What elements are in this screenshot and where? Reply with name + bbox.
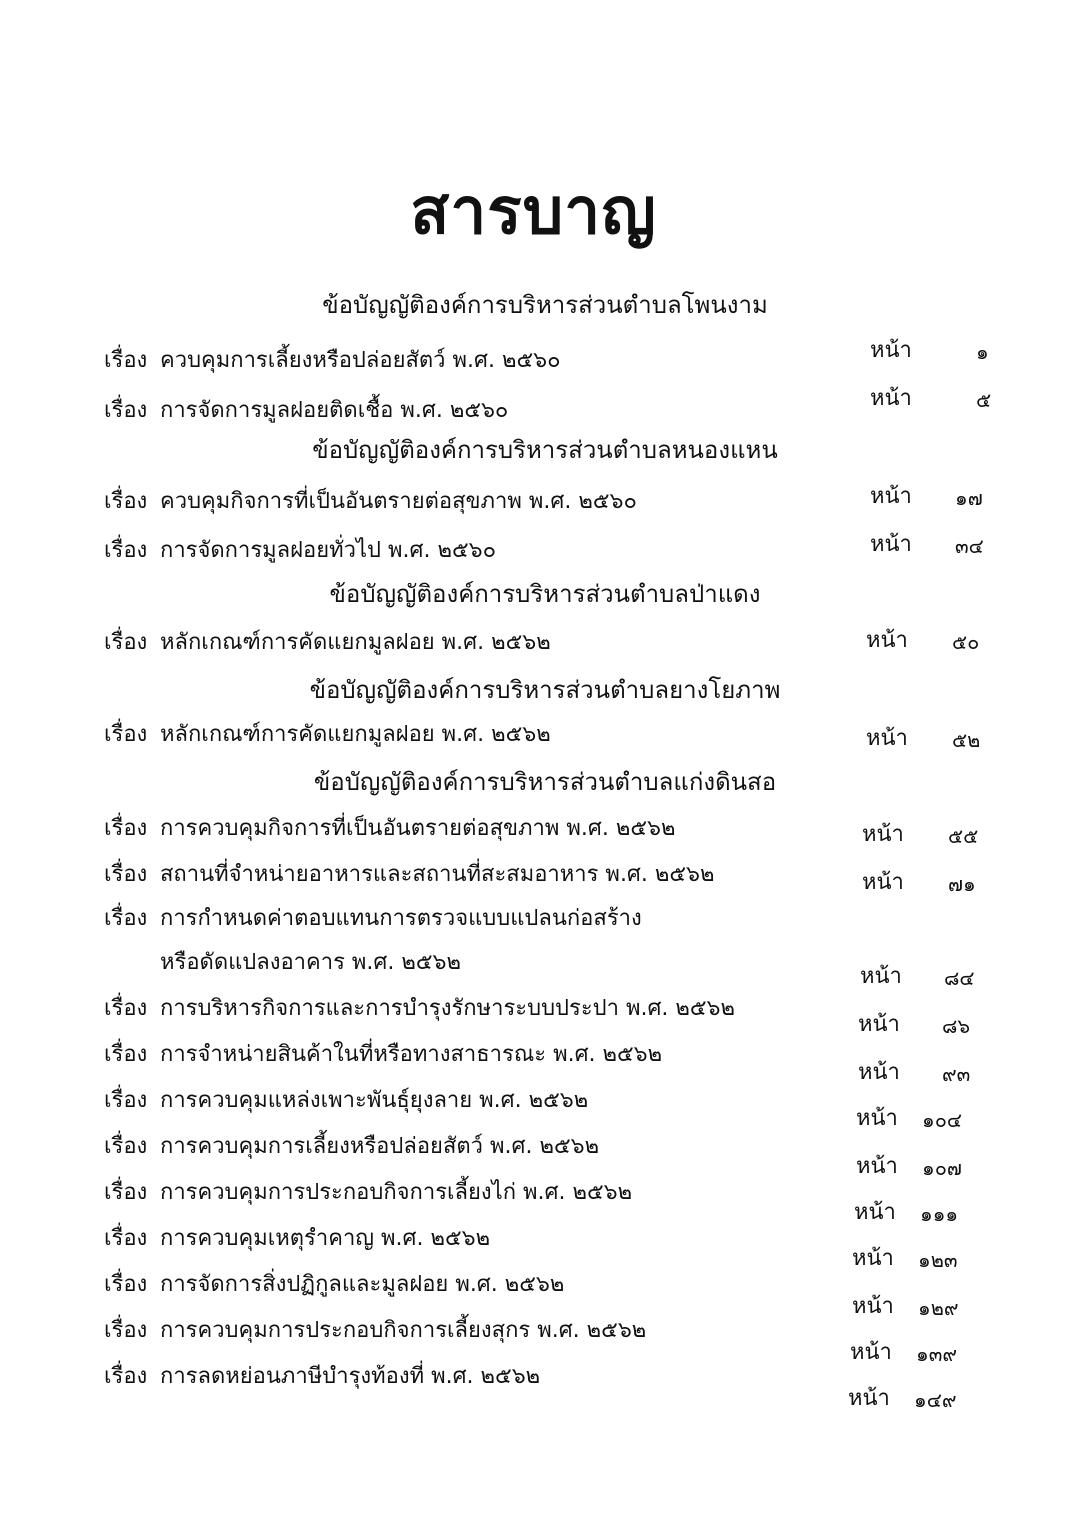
section-heading: ข้อบัญญัติองค์การบริหารส่วนตำบลแก่งดินสอ: [313, 768, 777, 796]
toc-entry: [104, 532, 496, 567]
page-number: ๑: [976, 340, 989, 364]
toc-entry: [104, 1312, 646, 1347]
toc-entry: [104, 856, 715, 891]
entry-title: การควบคุมการประกอบกิจการเลี้ยงสุกร พ.ศ. ๒๕๖๒: [160, 1318, 647, 1343]
entry-title: หลักเกณฑ์การคัดแยกมูลฝอย พ.ศ. ๒๕๖๒: [160, 722, 551, 747]
page-label: หน้า: [852, 1294, 894, 1319]
entry-keyword: เรื่อง: [104, 1318, 148, 1343]
page-label: หน้า: [866, 726, 908, 751]
section-heading: ข้อบัญญัติองค์การบริหารส่วนตำบลหนองแหน: [312, 436, 778, 464]
page-number: ๕๕: [948, 824, 979, 848]
toc-entry: [104, 1082, 588, 1117]
page-number: ๘๖: [942, 1014, 971, 1038]
entry-title: การจำหน่ายสินค้าในที่หรือทางสาธารณะ พ.ศ. ๒๕๖๒: [160, 1042, 663, 1067]
page-label: หน้า: [870, 338, 912, 363]
page-number: ๕: [976, 388, 992, 412]
page-label: หน้า: [856, 1106, 898, 1131]
toc-entry: [104, 810, 675, 845]
entry-keyword: เรื่อง: [104, 1042, 148, 1067]
entry-title: หลักเกณฑ์การคัดแยกมูลฝอย พ.ศ. ๒๕๖๒: [160, 630, 551, 655]
entry-title-continued: หรือดัดแปลงอาคาร พ.ศ. ๒๕๖๒: [160, 950, 461, 975]
toc-entry: [104, 1128, 599, 1163]
entry-title: การควบคุมกิจการที่เป็นอันตรายต่อสุขภาพ พ.ศ. ๒๕๖๒: [160, 816, 676, 841]
entry-title: การจัดการสิ่งปฏิกูลและมูลฝอย พ.ศ. ๒๕๖๒: [160, 1272, 565, 1297]
entry-title: การจัดการมูลฝอยติดเชื้อ พ.ศ. ๒๕๖๐: [160, 398, 509, 423]
page-number: ๑๐๔: [922, 1108, 963, 1132]
page-number: ๗๑: [948, 872, 976, 896]
entry-title: การกำหนดค่าตอบแทนการตรวจแบบแปลนก่อสร้าง: [160, 906, 642, 931]
page-label: หน้า: [858, 1060, 900, 1085]
entry-title: การควบคุมการเลี้ยงหรือปล่อยสัตว์ พ.ศ. ๒๕๖๒: [160, 1134, 600, 1159]
entry-keyword: เรื่อง: [104, 1134, 148, 1159]
page-number: ๕๒: [952, 728, 981, 752]
toc-entry: [104, 1174, 632, 1209]
toc-entry: [104, 1220, 490, 1255]
page-number: ๑๒๙: [918, 1296, 959, 1320]
entry-keyword: เรื่อง: [104, 816, 148, 841]
toc-entry: [104, 716, 551, 751]
page-number: ๑๐๗: [922, 1156, 962, 1180]
toc-entry: [104, 624, 551, 659]
entry-keyword: เรื่อง: [104, 1226, 148, 1251]
page-label: หน้า: [850, 1340, 892, 1365]
page-label: หน้า: [848, 1386, 890, 1411]
page-label: หน้า: [854, 1200, 896, 1225]
page-number: ๑๗: [955, 486, 983, 510]
entry-title: การลดหย่อนภาษีบำรุงท้องที่ พ.ศ. ๒๕๖๒: [160, 1364, 541, 1389]
page-title: สารบาญ: [410, 174, 657, 249]
entry-keyword: เรื่อง: [104, 722, 148, 747]
toc-entry: [104, 1036, 662, 1071]
toc-entry: [104, 990, 735, 1025]
entry-keyword: เรื่อง: [104, 996, 148, 1021]
entry-keyword: เรื่อง: [104, 489, 148, 514]
page-label: หน้า: [866, 628, 908, 653]
page-label: หน้า: [870, 386, 912, 411]
entry-keyword: เรื่อง: [104, 906, 148, 931]
entry-title: ควบคุมการเลี้ยงหรือปล่อยสัตว์ พ.ศ. ๒๕๖๐: [160, 348, 561, 373]
entry-keyword: เรื่อง: [104, 1272, 148, 1297]
page-number: ๑๒๓: [918, 1248, 958, 1272]
toc-entry: [104, 483, 637, 518]
page-number: ๑๓๙: [916, 1342, 958, 1366]
entry-title: การจัดการมูลฝอยทั่วไป พ.ศ. ๒๕๖๐: [160, 538, 497, 563]
page-label: หน้า: [860, 964, 902, 989]
section-heading: ข้อบัญญัติองค์การบริหารส่วนตำบลป่าแดง: [329, 580, 761, 608]
toc-entry: [104, 900, 642, 935]
page-label: หน้า: [870, 484, 912, 509]
page-label: หน้า: [862, 822, 904, 847]
entry-title: การควบคุมการประกอบกิจการเลี้ยงไก่ พ.ศ. ๒๕๖๒: [160, 1180, 633, 1205]
entry-keyword: เรื่อง: [104, 398, 148, 423]
entry-keyword: เรื่อง: [104, 538, 148, 563]
entry-keyword: เรื่อง: [104, 1364, 148, 1389]
toc-entry: [104, 342, 561, 377]
entry-keyword: เรื่อง: [104, 862, 148, 887]
page-number: ๘๔: [944, 966, 975, 990]
entry-keyword: เรื่อง: [104, 630, 148, 655]
page-number: ๑๑๑: [920, 1202, 959, 1226]
page-number: ๑๔๙: [914, 1388, 957, 1412]
entry-title: ควบคุมกิจการที่เป็นอันตรายต่อสุขภาพ พ.ศ. ๒๕๖๐: [160, 489, 637, 514]
page-number: ๙๓: [942, 1062, 971, 1086]
page-label: หน้า: [870, 532, 912, 557]
page-label: หน้า: [862, 870, 904, 895]
page-label: หน้า: [852, 1246, 894, 1271]
entry-title: การบริหารกิจการและการบำรุงรักษาระบบประปา พ.ศ. ๒๕๖๒: [160, 996, 736, 1021]
entry-keyword: เรื่อง: [104, 1088, 148, 1113]
section-heading: ข้อบัญญัติองค์การบริหารส่วนตำบลโพนงาม: [322, 291, 768, 319]
section-heading: ข้อบัญญัติองค์การบริหารส่วนตำบลยางโยภาพ: [309, 676, 781, 704]
entry-keyword: เรื่อง: [104, 348, 148, 373]
entry-title: การควบคุมเหตุรำคาญ พ.ศ. ๒๕๖๒: [160, 1226, 491, 1251]
entry-title: การควบคุมแหล่งเพาะพันธุ์ยุงลาย พ.ศ. ๒๕๖๒: [160, 1088, 589, 1113]
page-number: ๕๐: [952, 630, 980, 654]
toc-entry: [104, 1358, 540, 1393]
page-label: หน้า: [858, 1012, 900, 1037]
entry-keyword: เรื่อง: [104, 1180, 148, 1205]
entry-title: สถานที่จำหน่ายอาหารและสถานที่สะสมอาหาร พ.ศ. ๒๕๖๒: [160, 862, 715, 887]
toc-entry: [104, 392, 508, 427]
page-label: หน้า: [856, 1154, 898, 1179]
page-number: ๓๔: [955, 534, 984, 558]
toc-entry: [104, 1266, 564, 1301]
